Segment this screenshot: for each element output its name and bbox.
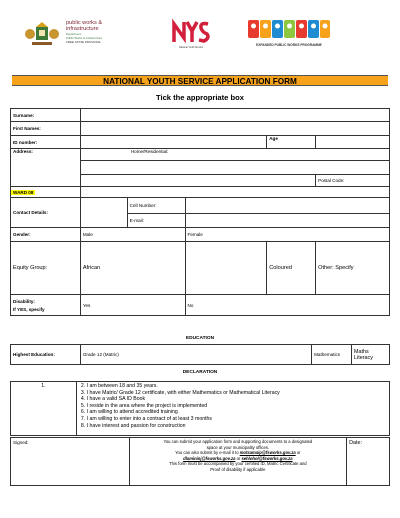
form-subtitle: Tick the appropriate box [155, 93, 245, 102]
home-residential-label: Home/Residential: [80, 149, 389, 161]
address-label: Address: [11, 149, 81, 187]
maths-literacy-line2: Literacy [354, 354, 373, 361]
dept-name-line2: infrastructure [66, 26, 99, 32]
submission-note [129, 438, 346, 486]
gender-label: Gender: [11, 228, 81, 242]
cell-number-label: Cell Number: [127, 198, 185, 214]
note-or-2: or [235, 455, 242, 461]
note-line1: You can submit your application form and supporting documents to a designated [163, 439, 313, 444]
personal-details-table [10, 108, 390, 316]
declaration-number: 1. [11, 382, 77, 436]
nys-caption: National Youth Service [178, 46, 204, 49]
province-name: FREE STATE PROVINCE [66, 40, 101, 44]
declaration-heading: DECLARATION [182, 370, 218, 375]
age-field[interactable] [316, 136, 390, 149]
first-names-label: First Names: [11, 122, 81, 136]
epwp-letters-icon [247, 18, 331, 42]
signed-label: Signed: [11, 438, 130, 486]
maths-literacy-line1: Maths [354, 348, 369, 355]
coat-of-arms-icon [22, 18, 62, 50]
disability-label-line2: If YES, specify [13, 306, 45, 312]
equity-blank-option-1[interactable] [185, 242, 267, 295]
dept-name-line1: public works & [66, 20, 103, 26]
address-line-field[interactable] [80, 175, 315, 187]
note-line6: Proof of disability if applicable [210, 466, 266, 472]
grade-12-option[interactable]: Grade 12 (Matric) [80, 345, 311, 365]
declaration-item: 3. I have Matric/ Grade 12 certificate, with either Mathematics or Mathematical Literacy [80, 389, 280, 396]
note-email-prefix: You can also submit by e-mail it to [175, 450, 240, 456]
education-heading: EDUCATION [185, 336, 215, 341]
epwp-caption: EXPANDED PUBLIC WORKS PROGRAMME [256, 43, 322, 47]
gender-male-option[interactable]: Male [80, 228, 185, 242]
id-number-field[interactable] [80, 136, 266, 149]
form-title: NATIONAL YOUTH SERVICE APPLICATION FORM [103, 77, 297, 86]
disability-label [11, 295, 81, 316]
surname-field[interactable] [80, 109, 389, 122]
email-link-1[interactable]: motsamaip@fsworks.gov.za [239, 450, 296, 456]
contact-spacer [80, 198, 127, 228]
note-line2: space at your municipality offices. [206, 444, 270, 450]
date-label: Date: [347, 438, 390, 486]
dept-full-name: Public Works & Infrastructure [66, 36, 103, 40]
dept-label: Department: [66, 32, 82, 36]
email-link-3[interactable]: sehlohol@fsworks.gov.za [241, 455, 293, 461]
disability-yes-option[interactable]: Yes [80, 295, 185, 316]
age-label: Age [267, 136, 316, 149]
home-address-field[interactable] [80, 161, 389, 175]
education-table [10, 344, 390, 365]
maths-literacy-option[interactable] [352, 345, 390, 365]
cell-number-field[interactable] [185, 198, 389, 214]
equity-other-option[interactable]: Other: Specify [316, 242, 390, 295]
email-label: E-mail: [127, 214, 185, 228]
ward-text: WARD 08 [13, 189, 34, 195]
form-title-banner [12, 75, 388, 86]
disability-label-line1: Disability: [13, 298, 35, 304]
surname-label: Surname: [11, 109, 81, 122]
highest-education-label: Highest Education: [11, 345, 81, 365]
first-names-field[interactable] [80, 122, 389, 136]
dept-logo [22, 18, 130, 50]
declaration-item: 4. I have a valid SA ID Book [80, 396, 146, 403]
nys-logo [170, 18, 212, 50]
equity-coloured-option[interactable]: Coloured [267, 242, 316, 295]
postal-code-label: Postal Code: [316, 175, 390, 187]
gender-female-option[interactable]: Female [185, 228, 389, 242]
declaration-item: 5. I reside in the area where the project is implemented [80, 402, 208, 409]
id-number-label: ID number: [11, 136, 81, 149]
declaration-items [76, 382, 389, 436]
declaration-item: 6. I am willing to attend accredited training [80, 409, 178, 416]
disability-no-option[interactable]: No [185, 295, 389, 316]
ward-label [11, 187, 81, 198]
note-or-1: or [295, 450, 301, 456]
contact-details-label: Contact Details: [11, 198, 81, 228]
declaration-table [10, 381, 390, 436]
declaration-item: 8. I have interest and passion for construction [80, 422, 186, 429]
equity-african-option[interactable]: African [80, 242, 185, 295]
email-field[interactable] [185, 214, 389, 228]
note-line5: This form must be accompanied by your certified ID, Matric Certificate and [169, 461, 307, 467]
email-link-2[interactable]: dlamininj@fsworks.gov.za [183, 455, 236, 461]
equity-group-label: Equity Group: [11, 242, 81, 295]
mathematics-option[interactable]: Mathematics [312, 345, 352, 365]
signature-table [10, 437, 390, 486]
declaration-item: 7. I am willing to enter into a contract of at least 3 months [80, 415, 213, 422]
ward-field[interactable] [80, 187, 389, 198]
nys-mark-icon [170, 18, 212, 46]
declaration-item: 2. I am between 18 and 35 years. [80, 383, 158, 389]
epwp-logo [247, 18, 331, 50]
